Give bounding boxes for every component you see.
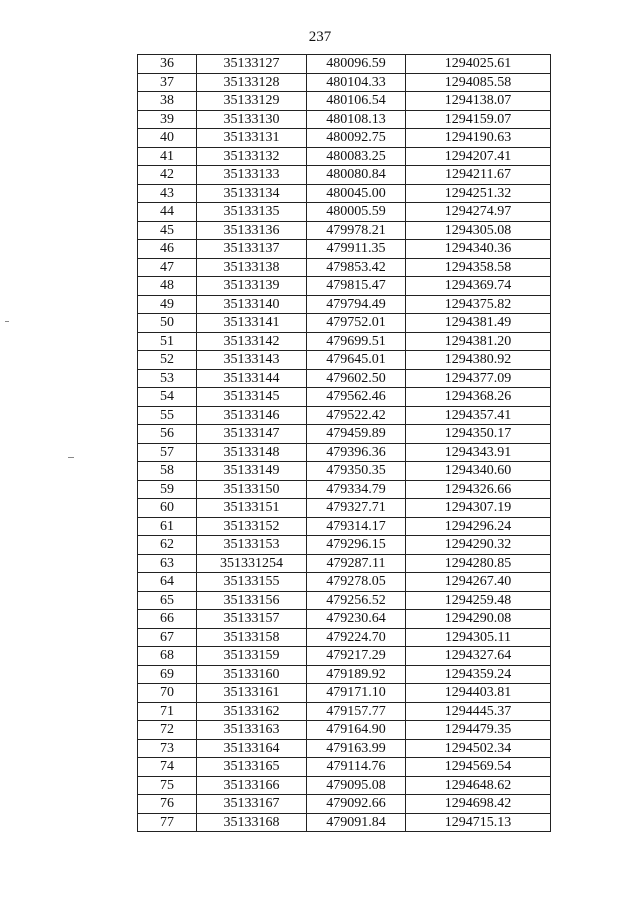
table-row [138, 462, 551, 481]
x-coordinate-cell: 479396.36 [307, 443, 406, 462]
table-row [138, 388, 551, 407]
point-id-cell: 35133127 [197, 55, 307, 74]
table-row [138, 73, 551, 92]
x-coordinate-cell: 479562.46 [307, 388, 406, 407]
table-row [138, 647, 551, 666]
point-number-cell: 77 [138, 813, 197, 832]
point-number-cell: 45 [138, 221, 197, 240]
x-coordinate-cell: 479327.71 [307, 499, 406, 518]
coordinates-table-body [138, 55, 551, 832]
x-coordinate-cell: 479256.52 [307, 591, 406, 610]
table-row [138, 758, 551, 777]
point-number-cell: 48 [138, 277, 197, 296]
table-row [138, 258, 551, 277]
table-row [138, 55, 551, 74]
x-coordinate-cell: 480045.00 [307, 184, 406, 203]
y-coordinate-cell: 1294159.07 [406, 110, 551, 129]
table-row [138, 314, 551, 333]
point-number-cell: 62 [138, 536, 197, 555]
x-coordinate-cell: 479853.42 [307, 258, 406, 277]
point-id-cell: 35133137 [197, 240, 307, 259]
table-row [138, 221, 551, 240]
table-row [138, 406, 551, 425]
point-id-cell: 35133139 [197, 277, 307, 296]
table-row [138, 166, 551, 185]
y-coordinate-cell: 1294350.17 [406, 425, 551, 444]
x-coordinate-cell: 479978.21 [307, 221, 406, 240]
point-id-cell: 35133134 [197, 184, 307, 203]
y-coordinate-cell: 1294327.64 [406, 647, 551, 666]
table-row [138, 147, 551, 166]
point-id-cell: 35133168 [197, 813, 307, 832]
x-coordinate-cell: 480092.75 [307, 129, 406, 148]
y-coordinate-cell: 1294296.24 [406, 517, 551, 536]
point-number-cell: 73 [138, 739, 197, 758]
table-row [138, 776, 551, 795]
point-number-cell: 57 [138, 443, 197, 462]
x-coordinate-cell: 479794.49 [307, 295, 406, 314]
y-coordinate-cell: 1294381.49 [406, 314, 551, 333]
point-id-cell: 35133142 [197, 332, 307, 351]
x-coordinate-cell: 479602.50 [307, 369, 406, 388]
point-id-cell: 35133148 [197, 443, 307, 462]
x-coordinate-cell: 479163.99 [307, 739, 406, 758]
point-id-cell: 35133161 [197, 684, 307, 703]
table-row [138, 332, 551, 351]
point-number-cell: 49 [138, 295, 197, 314]
y-coordinate-cell: 1294343.91 [406, 443, 551, 462]
point-id-cell: 35133166 [197, 776, 307, 795]
table-row [138, 739, 551, 758]
y-coordinate-cell: 1294375.82 [406, 295, 551, 314]
y-coordinate-cell: 1294715.13 [406, 813, 551, 832]
table-row [138, 795, 551, 814]
point-number-cell: 60 [138, 499, 197, 518]
y-coordinate-cell: 1294359.24 [406, 665, 551, 684]
y-coordinate-cell: 1294340.36 [406, 240, 551, 259]
table-row [138, 277, 551, 296]
y-coordinate-cell: 1294648.62 [406, 776, 551, 795]
y-coordinate-cell: 1294445.37 [406, 702, 551, 721]
table-row [138, 665, 551, 684]
y-coordinate-cell: 1294290.32 [406, 536, 551, 555]
point-number-cell: 76 [138, 795, 197, 814]
x-coordinate-cell: 479114.76 [307, 758, 406, 777]
point-number-cell: 75 [138, 776, 197, 795]
point-number-cell: 41 [138, 147, 197, 166]
point-number-cell: 38 [138, 92, 197, 111]
point-number-cell: 59 [138, 480, 197, 499]
x-coordinate-cell: 479350.35 [307, 462, 406, 481]
x-coordinate-cell: 479296.15 [307, 536, 406, 555]
point-id-cell: 35133165 [197, 758, 307, 777]
point-id-cell: 35133146 [197, 406, 307, 425]
point-number-cell: 39 [138, 110, 197, 129]
table-row [138, 702, 551, 721]
point-id-cell: 35133163 [197, 721, 307, 740]
x-coordinate-cell: 479157.77 [307, 702, 406, 721]
x-coordinate-cell: 479171.10 [307, 684, 406, 703]
point-id-cell: 35133164 [197, 739, 307, 758]
x-coordinate-cell: 479911.35 [307, 240, 406, 259]
table-row [138, 351, 551, 370]
point-id-cell: 35133145 [197, 388, 307, 407]
x-coordinate-cell: 480096.59 [307, 55, 406, 74]
x-coordinate-cell: 479752.01 [307, 314, 406, 333]
point-id-cell: 35133144 [197, 369, 307, 388]
point-id-cell: 35133157 [197, 610, 307, 629]
x-coordinate-cell: 480005.59 [307, 203, 406, 222]
x-coordinate-cell: 480104.33 [307, 73, 406, 92]
point-number-cell: 56 [138, 425, 197, 444]
table-row [138, 554, 551, 573]
x-coordinate-cell: 480080.84 [307, 166, 406, 185]
point-id-cell: 35133160 [197, 665, 307, 684]
y-coordinate-cell: 1294085.58 [406, 73, 551, 92]
table-row [138, 369, 551, 388]
point-number-cell: 61 [138, 517, 197, 536]
point-id-cell: 351331254 [197, 554, 307, 573]
table-row [138, 92, 551, 111]
y-coordinate-cell: 1294207.41 [406, 147, 551, 166]
y-coordinate-cell: 1294025.61 [406, 55, 551, 74]
point-id-cell: 35133156 [197, 591, 307, 610]
x-coordinate-cell: 479217.29 [307, 647, 406, 666]
point-id-cell: 35133132 [197, 147, 307, 166]
table-row [138, 517, 551, 536]
x-coordinate-cell: 479334.79 [307, 480, 406, 499]
y-coordinate-cell: 1294357.41 [406, 406, 551, 425]
table-row [138, 499, 551, 518]
y-coordinate-cell: 1294259.48 [406, 591, 551, 610]
table-row [138, 295, 551, 314]
x-coordinate-cell: 480106.54 [307, 92, 406, 111]
y-coordinate-cell: 1294138.07 [406, 92, 551, 111]
y-coordinate-cell: 1294369.74 [406, 277, 551, 296]
table-row [138, 536, 551, 555]
point-id-cell: 35133158 [197, 628, 307, 647]
point-number-cell: 67 [138, 628, 197, 647]
x-coordinate-cell: 480108.13 [307, 110, 406, 129]
x-coordinate-cell: 479224.70 [307, 628, 406, 647]
point-number-cell: 58 [138, 462, 197, 481]
table-row [138, 110, 551, 129]
y-coordinate-cell: 1294358.58 [406, 258, 551, 277]
y-coordinate-cell: 1294274.97 [406, 203, 551, 222]
point-id-cell: 35133167 [197, 795, 307, 814]
point-id-cell: 35133138 [197, 258, 307, 277]
point-id-cell: 35133151 [197, 499, 307, 518]
y-coordinate-cell: 1294267.40 [406, 573, 551, 592]
table-row [138, 573, 551, 592]
point-number-cell: 53 [138, 369, 197, 388]
point-number-cell: 54 [138, 388, 197, 407]
x-coordinate-cell: 479699.51 [307, 332, 406, 351]
point-id-cell: 35133155 [197, 573, 307, 592]
x-coordinate-cell: 479459.89 [307, 425, 406, 444]
point-id-cell: 35133150 [197, 480, 307, 499]
point-number-cell: 69 [138, 665, 197, 684]
point-id-cell: 35133133 [197, 166, 307, 185]
x-coordinate-cell: 479092.66 [307, 795, 406, 814]
table-row [138, 813, 551, 832]
point-id-cell: 35133128 [197, 73, 307, 92]
x-coordinate-cell: 479287.11 [307, 554, 406, 573]
point-id-cell: 35133152 [197, 517, 307, 536]
x-coordinate-cell: 479278.05 [307, 573, 406, 592]
y-coordinate-cell: 1294305.11 [406, 628, 551, 647]
x-coordinate-cell: 479091.84 [307, 813, 406, 832]
point-number-cell: 52 [138, 351, 197, 370]
point-number-cell: 68 [138, 647, 197, 666]
x-coordinate-cell: 479314.17 [307, 517, 406, 536]
point-id-cell: 35133141 [197, 314, 307, 333]
table-row [138, 443, 551, 462]
table-row [138, 184, 551, 203]
x-coordinate-cell: 479815.47 [307, 277, 406, 296]
table-row [138, 610, 551, 629]
point-id-cell: 35133129 [197, 92, 307, 111]
y-coordinate-cell: 1294290.08 [406, 610, 551, 629]
table-row [138, 240, 551, 259]
table-row [138, 591, 551, 610]
scan-speck [68, 457, 74, 458]
y-coordinate-cell: 1294326.66 [406, 480, 551, 499]
y-coordinate-cell: 1294211.67 [406, 166, 551, 185]
point-number-cell: 66 [138, 610, 197, 629]
point-number-cell: 63 [138, 554, 197, 573]
point-number-cell: 43 [138, 184, 197, 203]
y-coordinate-cell: 1294307.19 [406, 499, 551, 518]
x-coordinate-cell: 479522.42 [307, 406, 406, 425]
point-number-cell: 65 [138, 591, 197, 610]
point-number-cell: 74 [138, 758, 197, 777]
point-id-cell: 35133159 [197, 647, 307, 666]
point-id-cell: 35133136 [197, 221, 307, 240]
scan-speck [5, 321, 9, 322]
y-coordinate-cell: 1294403.81 [406, 684, 551, 703]
y-coordinate-cell: 1294377.09 [406, 369, 551, 388]
y-coordinate-cell: 1294381.20 [406, 332, 551, 351]
point-id-cell: 35133162 [197, 702, 307, 721]
point-number-cell: 70 [138, 684, 197, 703]
y-coordinate-cell: 1294698.42 [406, 795, 551, 814]
y-coordinate-cell: 1294251.32 [406, 184, 551, 203]
point-number-cell: 46 [138, 240, 197, 259]
point-id-cell: 35133131 [197, 129, 307, 148]
x-coordinate-cell: 479230.64 [307, 610, 406, 629]
coordinates-table [137, 54, 551, 832]
point-number-cell: 36 [138, 55, 197, 74]
y-coordinate-cell: 1294305.08 [406, 221, 551, 240]
x-coordinate-cell: 479095.08 [307, 776, 406, 795]
x-coordinate-cell: 479645.01 [307, 351, 406, 370]
x-coordinate-cell: 480083.25 [307, 147, 406, 166]
point-id-cell: 35133143 [197, 351, 307, 370]
point-id-cell: 35133140 [197, 295, 307, 314]
table-row [138, 721, 551, 740]
y-coordinate-cell: 1294502.34 [406, 739, 551, 758]
point-number-cell: 64 [138, 573, 197, 592]
table-row [138, 425, 551, 444]
y-coordinate-cell: 1294368.26 [406, 388, 551, 407]
point-id-cell: 35133135 [197, 203, 307, 222]
table-row [138, 203, 551, 222]
point-number-cell: 51 [138, 332, 197, 351]
y-coordinate-cell: 1294380.92 [406, 351, 551, 370]
point-number-cell: 47 [138, 258, 197, 277]
point-id-cell: 35133130 [197, 110, 307, 129]
point-number-cell: 72 [138, 721, 197, 740]
table-row [138, 628, 551, 647]
point-number-cell: 37 [138, 73, 197, 92]
x-coordinate-cell: 479189.92 [307, 665, 406, 684]
point-number-cell: 55 [138, 406, 197, 425]
y-coordinate-cell: 1294340.60 [406, 462, 551, 481]
y-coordinate-cell: 1294280.85 [406, 554, 551, 573]
point-id-cell: 35133149 [197, 462, 307, 481]
point-number-cell: 40 [138, 129, 197, 148]
point-number-cell: 42 [138, 166, 197, 185]
y-coordinate-cell: 1294569.54 [406, 758, 551, 777]
table-row [138, 480, 551, 499]
table-row [138, 684, 551, 703]
y-coordinate-cell: 1294479.35 [406, 721, 551, 740]
point-id-cell: 35133153 [197, 536, 307, 555]
point-number-cell: 44 [138, 203, 197, 222]
y-coordinate-cell: 1294190.63 [406, 129, 551, 148]
point-number-cell: 71 [138, 702, 197, 721]
point-id-cell: 35133147 [197, 425, 307, 444]
x-coordinate-cell: 479164.90 [307, 721, 406, 740]
page-number: 237 [308, 29, 332, 45]
point-number-cell: 50 [138, 314, 197, 333]
table-row [138, 129, 551, 148]
